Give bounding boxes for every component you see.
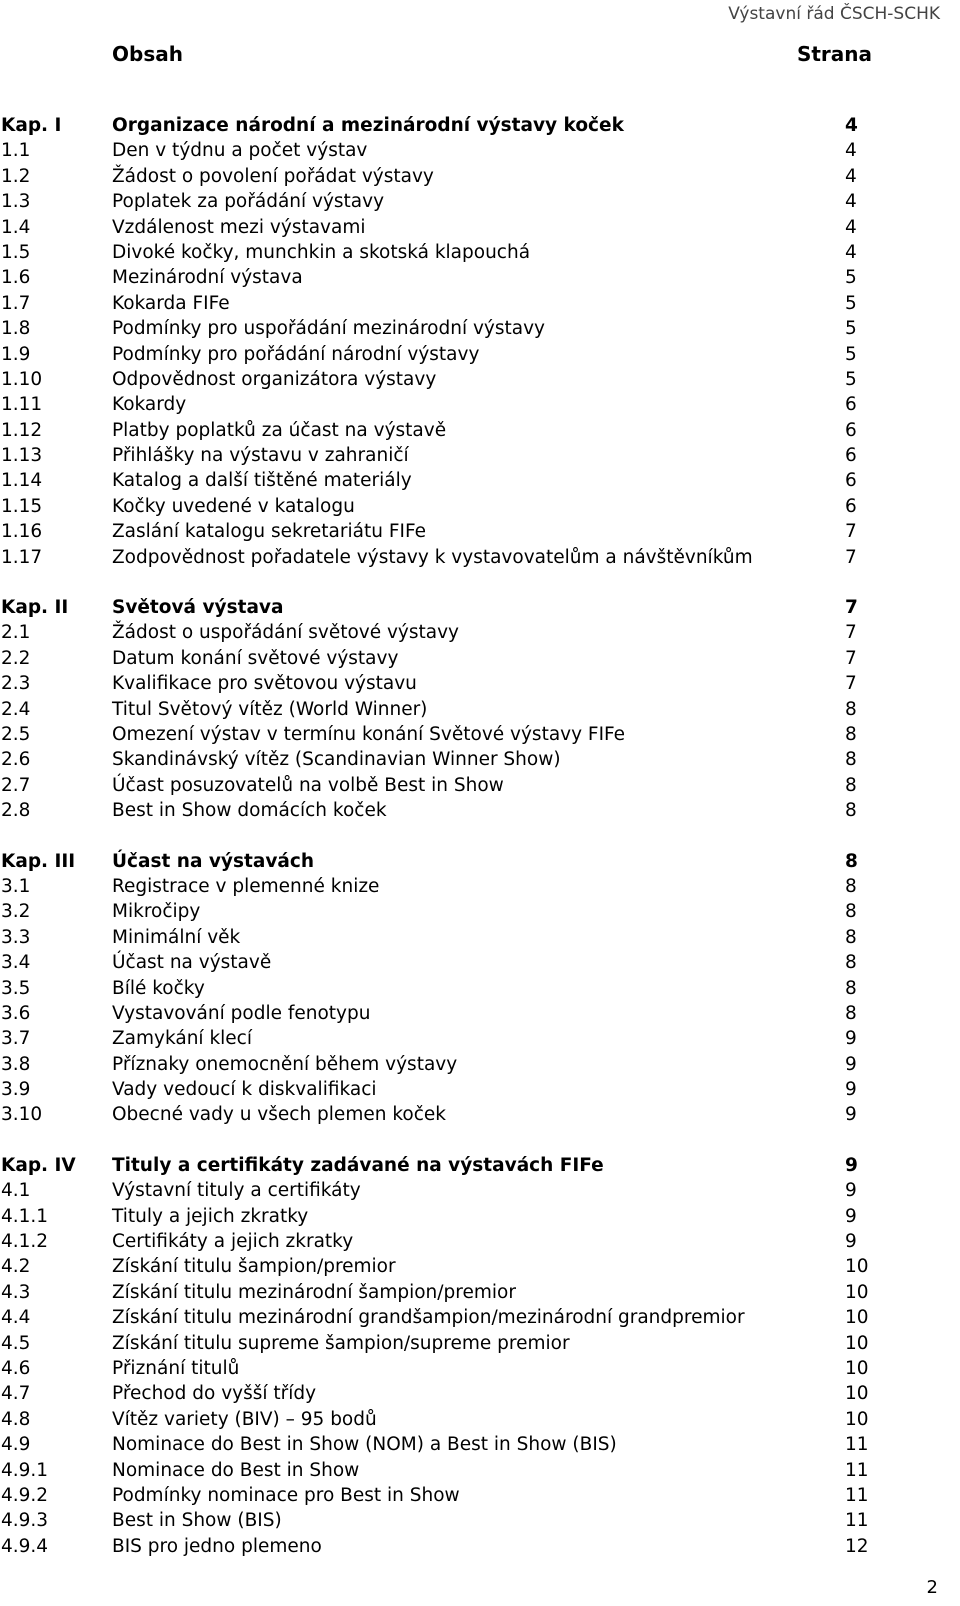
section-number: 3.8 xyxy=(1,1053,31,1075)
section-page: 8 xyxy=(845,698,857,720)
section-title: Zodpovědnost pořadatele výstavy k vystavovatelům a návštěvníkům xyxy=(112,546,753,568)
section-page: 10 xyxy=(845,1281,869,1303)
section-page: 6 xyxy=(845,419,857,441)
section-number: Kap. IV xyxy=(1,1154,76,1176)
section-title: Katalog a další tištěné materiály xyxy=(112,470,412,492)
section-title: Minimální věk xyxy=(112,926,241,948)
section-number: 3.5 xyxy=(1,977,31,999)
section-number: 2.8 xyxy=(1,800,31,822)
toc-entry-row xyxy=(0,798,960,823)
section-number: 2.5 xyxy=(1,723,31,745)
section-title: Organizace národní a mezinárodní výstavy koček xyxy=(112,115,624,136)
section-title: Zamykání klecí xyxy=(112,1028,252,1050)
toc-entry-row xyxy=(0,773,960,798)
section-number: 4.1.2 xyxy=(1,1231,49,1253)
section-page: 10 xyxy=(845,1307,869,1329)
toc-entry-row xyxy=(0,494,960,519)
section-page: 8 xyxy=(845,952,857,974)
toc-entry-row xyxy=(0,1254,960,1279)
section-number: 3.10 xyxy=(1,1104,43,1126)
toc-entry-row xyxy=(0,1534,960,1559)
toc-entry-row xyxy=(0,1102,960,1127)
section-number: 1.12 xyxy=(1,419,43,441)
toc-entry-row xyxy=(0,976,960,1001)
toc-chapter-row xyxy=(0,1153,960,1178)
section-number: 2.6 xyxy=(1,749,31,771)
section-number: Kap. III xyxy=(1,850,76,872)
toc-entry-row xyxy=(0,747,960,772)
toc-entry-row xyxy=(0,1001,960,1026)
section-title: Přechod do vyšší třídy xyxy=(112,1383,317,1405)
section-page: 11 xyxy=(845,1459,869,1481)
section-title: Titul Světový vítěz (World Winner) xyxy=(112,698,428,720)
section-page: 7 xyxy=(845,597,858,619)
section-title: Zaslání katalogu sekretariátu FIFe xyxy=(112,521,426,543)
section-number: 3.3 xyxy=(1,926,31,948)
section-number: 4.9.3 xyxy=(1,1510,49,1532)
section-number: 2.1 xyxy=(1,622,31,644)
toc-title-label: Obsah xyxy=(112,42,183,66)
section-number: 2.3 xyxy=(1,673,31,695)
section-title: Žádost o uspořádání světové výstavy xyxy=(112,622,460,644)
toc-entry-row xyxy=(0,1052,960,1077)
toc-entry-row xyxy=(0,164,960,189)
section-number: 2.4 xyxy=(1,698,31,720)
toc-entry-row xyxy=(0,443,960,468)
toc-entry-row xyxy=(0,468,960,493)
section-page: 8 xyxy=(845,1002,857,1024)
section-number: 2.7 xyxy=(1,774,31,796)
section-title: Vítěz variety (BIV) – 95 bodů xyxy=(112,1408,377,1430)
section-title: Získání titulu šampion/premior xyxy=(112,1256,396,1278)
section-title: Tituly a jejich zkratky xyxy=(112,1205,309,1227)
section-page: 11 xyxy=(845,1484,869,1506)
toc-entry-row xyxy=(0,1508,960,1533)
section-title: Účast na výstavách xyxy=(112,850,315,872)
section-page: 6 xyxy=(845,445,857,467)
toc-entry-row xyxy=(0,1356,960,1381)
section-page: 10 xyxy=(845,1408,869,1430)
toc-chapter xyxy=(0,1153,960,1559)
section-number: 1.6 xyxy=(1,267,31,289)
toc-entry-row xyxy=(0,925,960,950)
section-page: 9 xyxy=(845,1079,857,1101)
section-number: 3.7 xyxy=(1,1028,31,1050)
section-title: Datum konání světové výstavy xyxy=(112,647,399,669)
section-title: Žádost o povolení pořádat výstavy xyxy=(112,165,434,187)
toc-header xyxy=(0,42,960,70)
section-page: 9 xyxy=(845,1053,857,1075)
section-page: 10 xyxy=(845,1383,869,1405)
section-title: Nominace do Best in Show (NOM) a Best in Show (BIS) xyxy=(112,1434,617,1456)
toc-entry-row xyxy=(0,950,960,975)
section-page: 11 xyxy=(845,1434,869,1456)
section-page: 8 xyxy=(845,977,857,999)
section-page: 9 xyxy=(845,1180,857,1202)
toc-entry-row xyxy=(0,265,960,290)
section-number: 3.4 xyxy=(1,952,31,974)
section-title: Den v týdnu a počet výstav xyxy=(112,140,368,162)
section-number: 1.7 xyxy=(1,292,31,314)
toc-chapter xyxy=(0,595,960,824)
section-page: 8 xyxy=(845,850,858,872)
toc-entry-row xyxy=(0,874,960,899)
section-number: 4.5 xyxy=(1,1332,31,1354)
section-page: 5 xyxy=(845,343,857,365)
section-title: Světová výstava xyxy=(112,597,284,619)
section-page: 10 xyxy=(845,1357,869,1379)
section-page: 12 xyxy=(845,1535,869,1557)
section-number: 4.9.1 xyxy=(1,1459,49,1481)
section-title: Platby poplatků za účast na výstavě xyxy=(112,419,447,441)
section-title: Přihlášky na výstavu v zahraničí xyxy=(112,445,409,467)
section-title: Nominace do Best in Show xyxy=(112,1459,360,1481)
toc-page-label: Strana xyxy=(796,42,872,66)
section-number: 1.13 xyxy=(1,445,43,467)
section-number: 1.16 xyxy=(1,521,43,543)
section-page: 6 xyxy=(845,470,857,492)
section-number: 3.6 xyxy=(1,1002,31,1024)
section-title: Účast posuzovatelů na volbě Best in Show xyxy=(112,774,504,796)
section-number: 4.7 xyxy=(1,1383,31,1405)
toc-entry-row xyxy=(0,1204,960,1229)
toc-entry-row xyxy=(0,367,960,392)
section-page: 7 xyxy=(845,647,857,669)
section-title: Bílé kočky xyxy=(112,977,205,999)
section-page: 6 xyxy=(845,495,857,517)
section-page: 8 xyxy=(845,749,857,771)
toc-entry-row xyxy=(0,215,960,240)
toc-entry-row xyxy=(0,1407,960,1432)
section-title: Odpovědnost organizátora výstavy xyxy=(112,368,437,390)
section-number: 1.1 xyxy=(1,140,31,162)
section-page: 7 xyxy=(845,546,857,568)
toc-entry-row xyxy=(0,646,960,671)
section-number: 1.15 xyxy=(1,495,43,517)
toc-chapter-row xyxy=(0,595,960,620)
toc-entry-row xyxy=(0,697,960,722)
toc-entry-row xyxy=(0,1305,960,1330)
table-of-contents xyxy=(0,113,960,1584)
section-title: Kvalifikace pro světovou výstavu xyxy=(112,673,417,695)
section-title: Tituly a certifikáty zadávané na výstavách FIFe xyxy=(112,1154,604,1176)
section-title: Registrace v plemenné knize xyxy=(112,875,380,897)
section-page: 4 xyxy=(845,140,857,162)
section-page: 7 xyxy=(845,673,857,695)
toc-chapter-row xyxy=(0,113,960,138)
section-page: 4 xyxy=(845,241,857,263)
section-number: 1.9 xyxy=(1,343,31,365)
document-title: Výstavní řád ČSCH-SCHK xyxy=(728,4,940,24)
section-page: 9 xyxy=(845,1205,857,1227)
toc-chapter xyxy=(0,849,960,1128)
section-title: Účast na výstavě xyxy=(112,952,272,974)
section-number: 1.10 xyxy=(1,368,43,390)
section-page: 5 xyxy=(845,318,857,340)
section-title: Získání titulu supreme šampion/supreme premior xyxy=(112,1332,570,1354)
toc-entry-row xyxy=(0,1381,960,1406)
section-number: 2.2 xyxy=(1,647,31,669)
section-number: 4.2 xyxy=(1,1256,31,1278)
toc-entry-row xyxy=(0,418,960,443)
section-number: 1.8 xyxy=(1,318,31,340)
section-page: 5 xyxy=(845,267,857,289)
section-title: Získání titulu mezinárodní šampion/premior xyxy=(112,1281,516,1303)
section-number: 1.11 xyxy=(1,394,43,416)
toc-entry-row xyxy=(0,1458,960,1483)
toc-entry-row xyxy=(0,1178,960,1203)
section-number: 4.6 xyxy=(1,1357,31,1379)
toc-entry-row xyxy=(0,316,960,341)
section-page: 4 xyxy=(845,165,857,187)
toc-chapter xyxy=(0,113,960,570)
section-page: 8 xyxy=(845,774,857,796)
section-title: Mikročipy xyxy=(112,901,201,923)
section-number: 4.1.1 xyxy=(1,1205,49,1227)
section-title: Kokardy xyxy=(112,394,187,416)
section-number: 4.3 xyxy=(1,1281,31,1303)
toc-entry-row xyxy=(0,189,960,214)
section-number: 3.9 xyxy=(1,1079,31,1101)
section-title: Kokarda FIFe xyxy=(112,292,230,314)
section-number: 4.9.2 xyxy=(1,1484,49,1506)
section-page: 4 xyxy=(845,115,858,136)
toc-entry-row xyxy=(0,342,960,367)
toc-entry-row xyxy=(0,291,960,316)
toc-entry-row xyxy=(0,1229,960,1254)
toc-entry-row xyxy=(0,722,960,747)
section-number: Kap. II xyxy=(1,597,69,619)
section-title: Získání titulu mezinárodní grandšampion/mezinárodní grandpremior xyxy=(112,1307,745,1329)
toc-entry-row xyxy=(0,899,960,924)
toc-entry-row xyxy=(0,519,960,544)
section-page: 8 xyxy=(845,723,857,745)
section-page: 9 xyxy=(845,1104,857,1126)
section-page: 8 xyxy=(845,800,857,822)
section-page: 9 xyxy=(845,1154,858,1176)
section-number: 1.3 xyxy=(1,191,31,213)
section-page: 8 xyxy=(845,875,857,897)
section-page: 9 xyxy=(845,1028,857,1050)
section-title: Mezinárodní výstava xyxy=(112,267,303,289)
section-number: 1.2 xyxy=(1,165,31,187)
section-number: 3.1 xyxy=(1,875,31,897)
section-title: Best in Show (BIS) xyxy=(112,1510,282,1532)
section-number: Kap. I xyxy=(1,115,62,136)
section-page: 11 xyxy=(845,1510,869,1532)
section-title: Vzdálenost mezi výstavami xyxy=(112,216,366,238)
section-number: 1.5 xyxy=(1,241,31,263)
section-title: Kočky uvedené v katalogu xyxy=(112,495,355,517)
section-number: 4.9 xyxy=(1,1434,31,1456)
toc-entry-row xyxy=(0,240,960,265)
section-number: 1.14 xyxy=(1,470,43,492)
toc-chapter-row xyxy=(0,849,960,874)
section-number: 4.1 xyxy=(1,1180,31,1202)
toc-entry-row xyxy=(0,1026,960,1051)
section-title: Přiznání titulů xyxy=(112,1357,240,1379)
toc-entry-row xyxy=(0,620,960,645)
toc-entry-row xyxy=(0,138,960,163)
section-number: 1.17 xyxy=(1,546,43,568)
section-title: Příznaky onemocnění během výstavy xyxy=(112,1053,458,1075)
section-title: Best in Show domácích koček xyxy=(112,800,387,822)
section-title: Podmínky nominace pro Best in Show xyxy=(112,1484,460,1506)
section-page: 7 xyxy=(845,521,857,543)
section-title: Vystavování podle fenotypu xyxy=(112,1002,371,1024)
section-number: 4.9.4 xyxy=(1,1535,49,1557)
section-title: Obecné vady u všech plemen koček xyxy=(112,1104,446,1126)
section-title: Podmínky pro pořádání národní výstavy xyxy=(112,343,480,365)
section-page: 6 xyxy=(845,394,857,416)
section-number: 3.2 xyxy=(1,901,31,923)
toc-entry-row xyxy=(0,671,960,696)
section-number: 4.8 xyxy=(1,1408,31,1430)
section-title: Omezení výstav v termínu konání Světové výstavy FIFe xyxy=(112,723,626,745)
section-page: 8 xyxy=(845,926,857,948)
section-page: 10 xyxy=(845,1332,869,1354)
section-title: Vady vedoucí k diskvalifikaci xyxy=(112,1079,377,1101)
section-page: 9 xyxy=(845,1231,857,1253)
section-number: 4.4 xyxy=(1,1307,31,1329)
section-title: Podmínky pro uspořádání mezinárodní výstavy xyxy=(112,318,546,340)
section-page: 4 xyxy=(845,191,857,213)
section-page: 5 xyxy=(845,368,857,390)
section-page: 10 xyxy=(845,1256,869,1278)
toc-entry-row xyxy=(0,1432,960,1457)
toc-entry-row xyxy=(0,1280,960,1305)
section-title: Poplatek za pořádání výstavy xyxy=(112,191,385,213)
section-number: 1.4 xyxy=(1,216,31,238)
section-page: 5 xyxy=(845,292,857,314)
section-page: 8 xyxy=(845,901,857,923)
section-title: Divoké kočky, munchkin a skotská klapouchá xyxy=(112,241,531,263)
section-title: Certifikáty a jejich zkratky xyxy=(112,1231,354,1253)
toc-entry-row xyxy=(0,1331,960,1356)
toc-entry-row xyxy=(0,545,960,570)
toc-entry-row xyxy=(0,1077,960,1102)
section-title: BIS pro jedno plemeno xyxy=(112,1535,322,1557)
section-page: 4 xyxy=(845,216,857,238)
section-page: 7 xyxy=(845,622,857,644)
section-title: Skandinávský vítěz (Scandinavian Winner Show) xyxy=(112,749,561,771)
toc-entry-row xyxy=(0,392,960,417)
page-number: 2 xyxy=(926,1577,938,1598)
section-title: Výstavní tituly a certifikáty xyxy=(112,1180,361,1202)
toc-entry-row xyxy=(0,1483,960,1508)
